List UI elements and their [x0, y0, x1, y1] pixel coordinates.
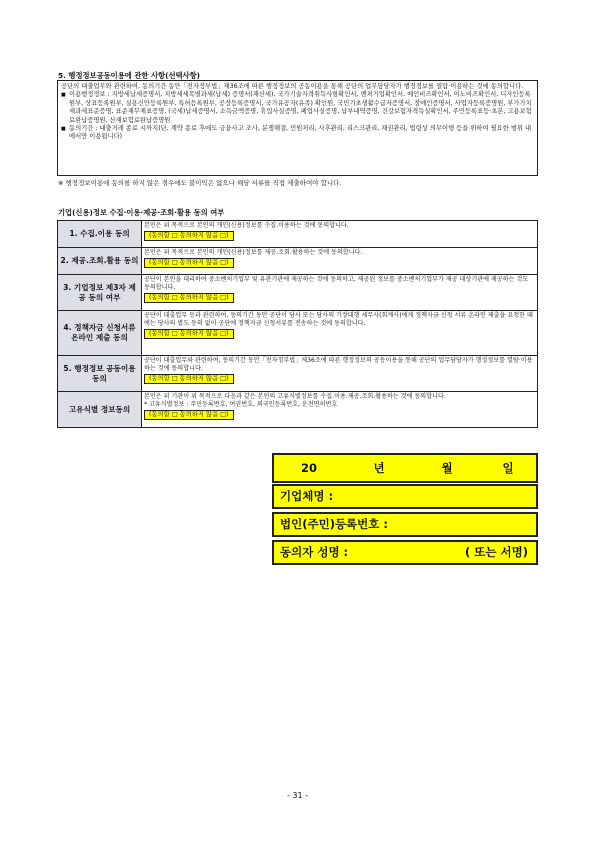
- date-month-label: 월: [441, 461, 453, 475]
- consent-cell-2: [142, 248, 538, 275]
- consent-text-4: 공단이 대출업무 등과 관련하여, 동의기간 동안 공단이 당사 또는 당사의 기장대행 세무사(회계사)에게 정책자금 신청 서류 온라인 제출을 요청한 때에는 당사의 별도 동의 없이 공단에 정책자금 신청서류를 전송하는 것에 동의합니다.: [144, 312, 533, 328]
- consent-label-1: 1. 수집.이용 동의: [58, 221, 142, 248]
- consent-text-2: 본인은 위 목적으로 본인의 개인(신용)정보를 제공.조회.활용하는 것에 동의합니다.: [144, 249, 363, 256]
- consent-title: 기업(신용)정보 수집·이용·제공·조회·활용 동의 여부: [58, 208, 225, 217]
- consent-label-4: 4. 정책자금 신청서류 온라인 제출 동의: [58, 311, 142, 356]
- registration-number-field[interactable]: [272, 512, 538, 537]
- date-field[interactable]: [272, 453, 538, 483]
- registration-number-label: 법인(주민)등록번호 :: [280, 517, 388, 531]
- agree-checkbox-4[interactable]: (동의함 □ 동의하지 않음 □): [144, 329, 234, 339]
- consent-cell-6: [142, 392, 538, 428]
- section5-item-info: ■ 이용행정정보 : 지방세납세증명서, 지방세세목별과세(납세) 증명서(재산세), 국가기술자격취득사항확인서, 벤처기업확인서, 메인비즈확인서, 이노비즈확인서, 디자인등록원부, 상표등록원부, 실용신안등록원부, 특허등록원부, 공장등록증명서, 국가유공자(유족) 확인원, 국민기초생활수급자증명서, 장애인증명서, 사업자등록증명원, 부가가치세과세표준증명, 표준재무제표증명, (국세)납세증명서, 소득금액증명, 휴업사실증명, 폐업사실증명, 납부내역증명, 건강보험자격득실확인서, 주민등록표등·초본, 고용보험료완납증명원, 산재보험료완납증명원: [69, 91, 534, 125]
- consent-text-5: 공단이 대출업무와 관련하여, 동의기간 동안「전자정부법」제36조에 따른 행정정보의 공동이용을 통해 공단의 업무담당자가 행정정보를 열람·이용하는 것에 동의합니다.: [144, 357, 533, 373]
- agree-checkbox-1[interactable]: (동의함 □ 동의하지 않음 □): [144, 231, 234, 241]
- section5-intro: 공단의 대출업무와 관련하여, 동의기간 동안「전자정부법」제36조에 따른 행정정보의 공동이용을 통해 공단의 업무담당자가 행정정보를 열람·이용하는 것에 동의합니다.: [61, 83, 524, 90]
- consent-label-3: 3. 기업정보 제3자 제공 동의 여부: [58, 275, 142, 311]
- section5-list: [61, 91, 534, 141]
- section5-item-period: ■ 동의기간 : 대출거래 종료 시까지(단, 계약 종료 후에도 금융사고 조사, 분쟁해결, 민원처리, 사후관리, 리스크관리, 채권관리, 법령상 의무이행 등을 위하여 필요한 범위 내에서만 이용됩니다): [69, 125, 534, 142]
- consent-text-6b: * 고유식별정보 : 주민등록번호, 여권번호, 외국인등록번호, 운전면허번호: [144, 401, 338, 409]
- date-year-label: 년: [373, 461, 385, 475]
- consent-text-3: 공단이 본인을 대리하여 중소벤처기업부 및 유관기관에 제공하는 것에 동의하고, 제공된 정보를 중소벤처기업부가 제공 대상기관에 제공하는 것도 동의합니다.: [144, 276, 529, 292]
- consent-row-4: [58, 311, 538, 356]
- agree-checkbox-6[interactable]: (동의함 □ 동의하지 않음 □): [144, 410, 234, 420]
- consent-cell-4: [142, 311, 538, 356]
- consent-label-2: 2. 제공.조회.활용 동의: [58, 248, 142, 275]
- date-day-label: 일: [502, 461, 514, 475]
- section5-note: ※ 행정정보이용에 동의를 하지 않은 경우에도 불이익은 없으나 해당 서류를 직접 제출하여야 합니다.: [58, 179, 342, 187]
- section5-title: 5. 행정정보공동이용에 관한 사항(선택사항): [58, 71, 200, 80]
- consent-row-5: [58, 356, 538, 392]
- signer-name-field[interactable]: [272, 540, 538, 565]
- consent-text-6: 본인은 위 기관이 위 목적으로 다음과 같은 본인의 고유식별정보를 수집.이용.제공.조회.활용하는 것에 동의합니다.: [144, 393, 446, 400]
- consent-row-2: [58, 248, 538, 275]
- agree-checkbox-3[interactable]: (동의함 □ 동의하지 않음 □): [144, 293, 234, 303]
- consent-label-5: 5. 행정정보 공동이용 동의: [58, 356, 142, 392]
- consent-cell-5: [142, 356, 538, 392]
- page-number: - 31 -: [286, 791, 309, 800]
- company-name-field[interactable]: [272, 484, 538, 509]
- agree-checkbox-5[interactable]: (동의함 □ 동의하지 않음 □): [144, 374, 234, 384]
- consent-text-1: 본인은 위 목적으로 본인의 개인(신용)정보를 수집.이용하는 것에 동의합니다.: [144, 222, 349, 229]
- consent-row-3: [58, 275, 538, 311]
- consent-cell-1: [142, 221, 538, 248]
- consent-table: [57, 220, 538, 428]
- consent-row-6: [58, 392, 538, 428]
- section5-box: [57, 80, 538, 176]
- date-year-prefix: 20: [300, 461, 317, 475]
- signature-hint: ( 또는 서명): [465, 545, 528, 559]
- consent-label-6: 고유식별 정보동의: [58, 392, 142, 428]
- signer-name-label: 동의자 성명 :: [280, 545, 349, 559]
- agree-checkbox-2[interactable]: (동의함 □ 동의하지 않음 □): [144, 258, 234, 268]
- consent-cell-3: [142, 275, 538, 311]
- consent-row-1: [58, 221, 538, 248]
- company-name-label: 기업체명 :: [280, 489, 334, 503]
